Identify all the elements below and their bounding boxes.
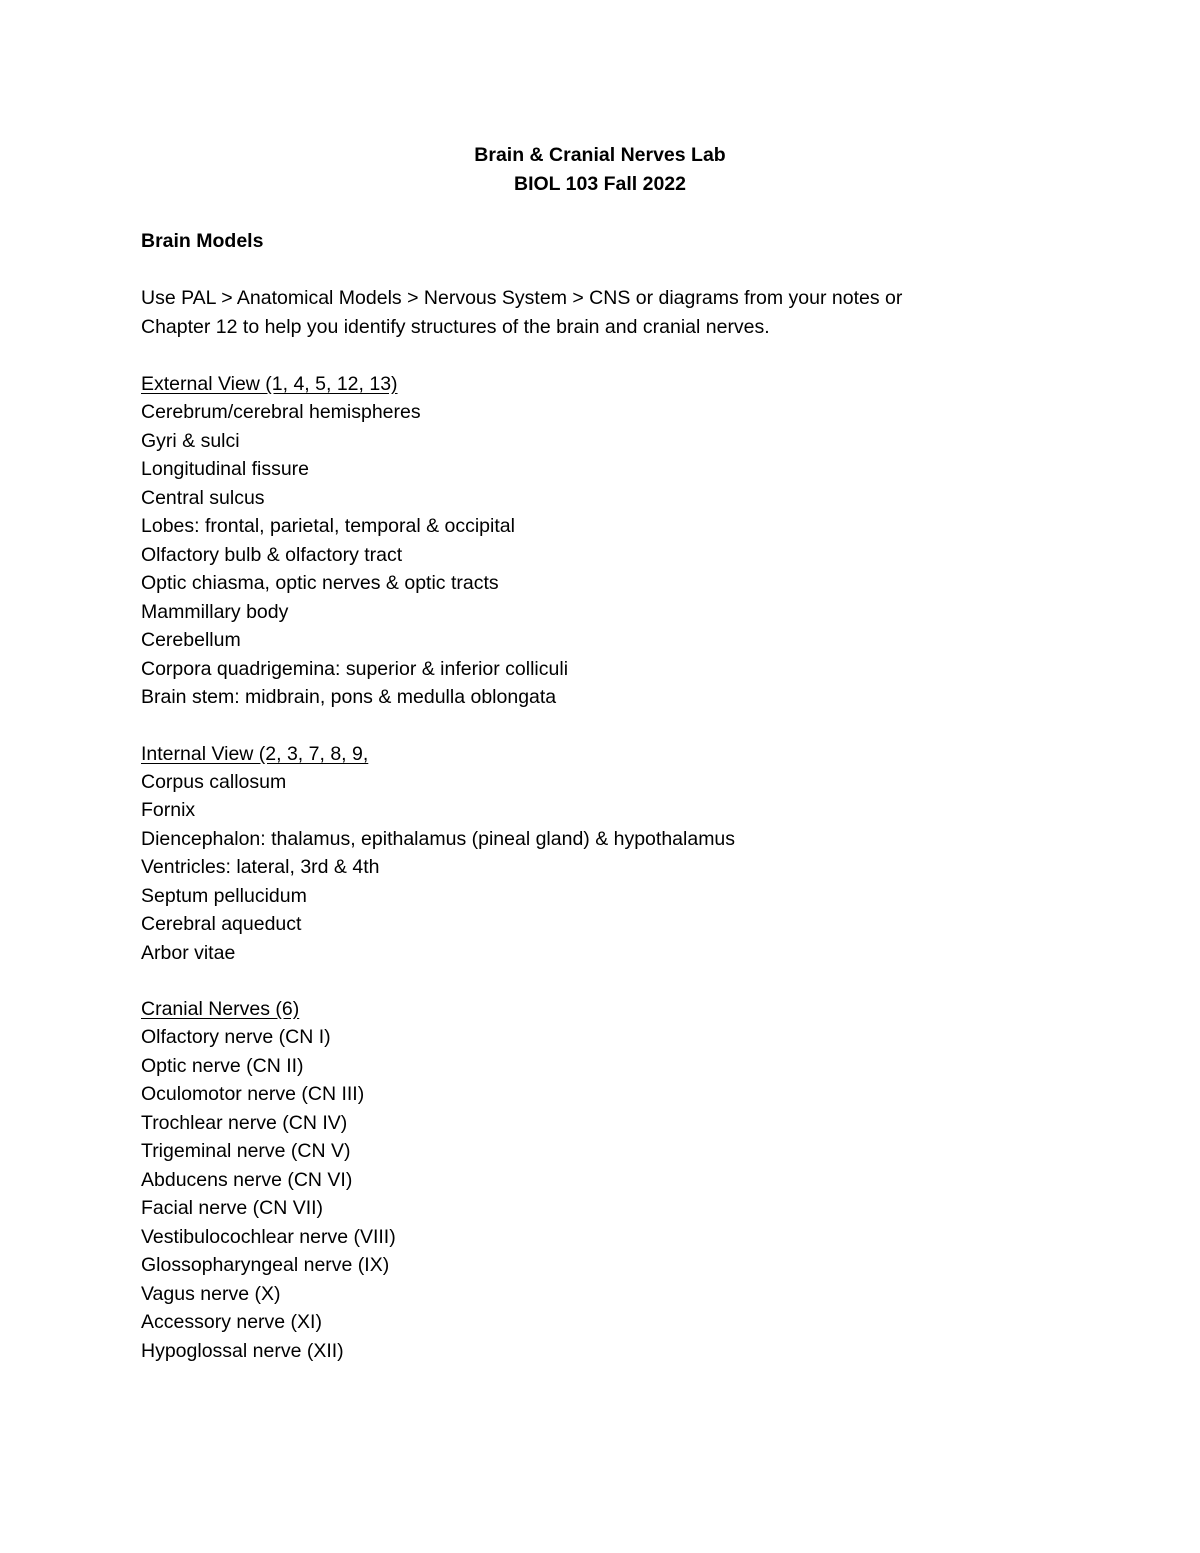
list-item: Optic chiasma, optic nerves & optic tracts	[141, 572, 499, 594]
list-item: Cerebrum/cerebral hemispheres	[141, 401, 421, 423]
list-item: Accessory nerve (XI)	[141, 1311, 322, 1333]
list-item: Optic nerve (CN II)	[141, 1054, 304, 1077]
section-internal-view	[141, 740, 1061, 968]
spacer	[141, 712, 1061, 740]
nerve-list	[141, 1023, 1061, 1365]
list-item: Oculomotor nerve (CN III)	[141, 1083, 365, 1105]
list-item: Arbor vitae	[141, 941, 236, 964]
list-item: Corpus callosum	[141, 770, 287, 793]
list-item: Hypoglossal nerve (XII)	[141, 1339, 344, 1362]
list-item: Trochlear nerve (CN IV)	[141, 1111, 348, 1134]
section-title: Cranial Nerves (6)	[141, 998, 300, 1020]
list-item: Brain stem: midbrain, pons & medulla oblongata	[141, 686, 557, 708]
list-item: Gyri & sulci	[141, 429, 240, 452]
list-item: Cerebral aqueduct	[141, 913, 302, 935]
list-item: Vagus nerve (X)	[141, 1282, 281, 1305]
list-item: Fornix	[141, 799, 196, 821]
list-item: Central sulcus	[141, 486, 265, 509]
list-item: Cerebellum	[141, 629, 241, 651]
title-block	[141, 141, 1059, 199]
spacer	[141, 967, 1061, 995]
structure-list	[141, 398, 1061, 712]
list-item: Mammillary body	[141, 600, 289, 623]
list-item: Trigeminal nerve (CN V)	[141, 1140, 351, 1162]
list-item: Olfactory nerve (CN I)	[141, 1026, 331, 1048]
list-item: Facial nerve (CN VII)	[141, 1197, 324, 1219]
list-item: Glossopharyngeal nerve (IX)	[141, 1254, 390, 1276]
spacer	[141, 256, 1061, 284]
spacer	[141, 199, 1061, 227]
document-title: Brain & Cranial Nerves Lab	[474, 144, 726, 166]
intro-paragraph	[141, 284, 1061, 342]
list-item: Lobes: frontal, parietal, temporal & occipital	[141, 515, 515, 537]
list-item: Corpora quadrigemina: superior & inferior colliculi	[141, 657, 569, 680]
list-item: Olfactory bulb & olfactory tract	[141, 543, 403, 566]
list-item: Abducens nerve (CN VI)	[141, 1168, 353, 1191]
list-item: Longitudinal fissure	[141, 458, 310, 480]
list-item: Diencephalon: thalamus, epithalamus (pineal gland) & hypothalamus	[141, 827, 736, 850]
section-external-view	[141, 370, 1061, 712]
section-cranial-nerves	[141, 995, 1061, 1365]
list-item: Septum pellucidum	[141, 884, 307, 907]
list-item: Ventricles: lateral, 3rd & 4th	[141, 856, 380, 878]
list-item: Vestibulocochlear nerve (VIII)	[141, 1225, 396, 1248]
section-title: External View (1, 4, 5, 12, 13)	[141, 373, 398, 395]
section-heading: Brain Models	[141, 230, 264, 252]
intro-line: Use PAL > Anatomical Models > Nervous System > CNS or diagrams from your notes or	[141, 287, 903, 309]
section-title: Internal View (2, 3, 7, 8, 9,	[141, 742, 369, 765]
intro-line: Chapter 12 to help you identify structures of the brain and cranial nerves.	[141, 316, 770, 338]
document-page	[141, 141, 1061, 1365]
spacer	[141, 342, 1061, 370]
course-name: BIOL 103 Fall 2022	[514, 173, 686, 195]
structure-list	[141, 768, 1061, 968]
